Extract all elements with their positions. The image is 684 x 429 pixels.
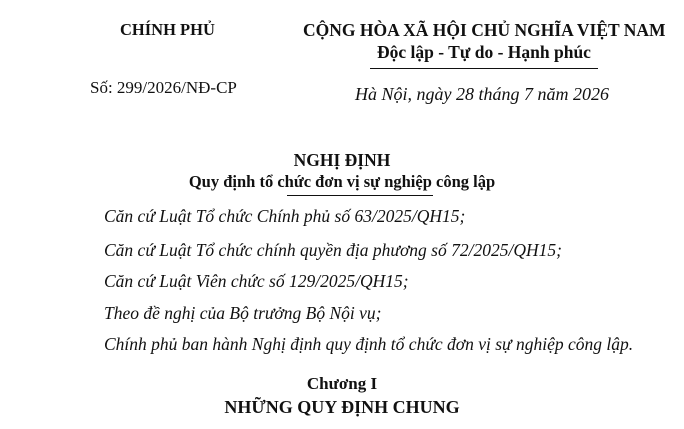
document-subject: Quy định tổ chức đơn vị sự nghiệp công lập — [188, 172, 496, 191]
place-and-date: Hà Nội, ngày 28 tháng 7 năm 2026 — [355, 84, 609, 104]
promulgation-line: Chính phủ ban hành Nghị định quy định tổ chức đơn vị sự nghiệp công lập. — [104, 334, 634, 354]
legal-basis-line: Căn cứ Luật Tổ chức chính quyền địa phương số 72/2025/QH15; — [104, 240, 562, 260]
document-number: Số: 299/2026/NĐ-CP — [90, 78, 237, 97]
chapter-title: NHỮNG QUY ĐỊNH CHUNG — [224, 397, 460, 417]
chapter-number: Chương I — [306, 374, 378, 393]
issuer-name: CHÍNH PHỦ — [120, 20, 215, 39]
subject-underline — [287, 195, 433, 196]
document-type: NGHỊ ĐỊNH — [293, 150, 391, 170]
legal-basis-line: Căn cứ Luật Tổ chức Chính phủ số 63/2025/QH15; — [104, 206, 466, 226]
motto-underline — [370, 68, 598, 69]
proposal-line: Theo đề nghị của Bộ trưởng Bộ Nội vụ; — [104, 303, 382, 323]
legal-basis-line: Căn cứ Luật Viên chức số 129/2025/QH15; — [104, 271, 409, 291]
national-title: CỘNG HÒA XÃ HỘI CHỦ NGHĨA VIỆT NAM — [303, 20, 666, 40]
national-motto: Độc lập - Tự do - Hạnh phúc — [377, 42, 591, 62]
